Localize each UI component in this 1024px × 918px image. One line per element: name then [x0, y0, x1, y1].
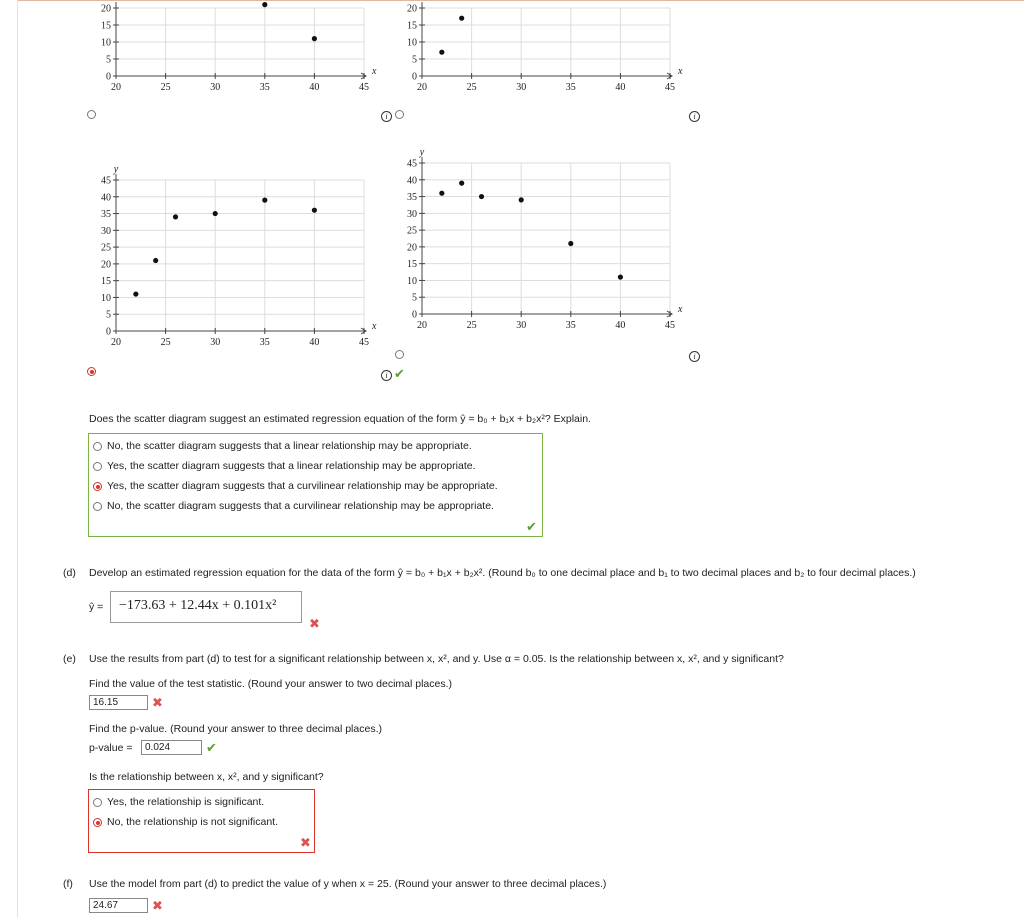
pvalue-label: p-value = [89, 742, 133, 754]
part-e-label: (e) [63, 653, 76, 665]
x-tick-label: 20 [111, 337, 121, 348]
wrong-cross-icon: ✖ [309, 616, 320, 631]
correct-check-icon: ✔ [206, 740, 217, 755]
part-f-question: Use the model from part (d) to predict the value of y when x = 25. (Round your answer to three decimal places.) [89, 878, 607, 890]
significant-yes-radio[interactable] [93, 798, 102, 807]
y-axis-label: y [419, 147, 425, 158]
part-c-question: Does the scatter diagram suggest an estimated regression equation of the form ŷ = b₀ + b₁x + b₂x²? Explain. [89, 413, 591, 425]
y-tick-label: 40 [407, 175, 417, 187]
part-c-option-3-label: Yes, the scatter diagram suggests that a curvilinear relationship may be appropriate. [107, 480, 498, 492]
plot-option-4-radio[interactable] [395, 350, 404, 359]
significance-answer-box [88, 789, 315, 853]
x-tick-label: 45 [665, 320, 675, 331]
plot-option-3-radio[interactable] [87, 367, 96, 376]
significant-no-radio[interactable] [93, 818, 102, 827]
wrong-cross-icon: ✖ [152, 695, 163, 710]
part-e-question: Use the results from part (d) to test for a significant relationship between x, x², and y. Use α = 0.05. Is the relationship between x, x², and y significant? [89, 653, 784, 665]
data-point [459, 16, 464, 21]
scatter-plot-option-2 [366, 0, 696, 100]
x-tick-label: 40 [615, 320, 626, 331]
x-tick-label: 35 [565, 82, 576, 93]
x-axis-label: x [678, 66, 683, 77]
data-point [459, 181, 464, 186]
x-tick-label: 45 [665, 82, 675, 93]
correct-check-icon: ✔ [526, 519, 537, 534]
x-axis-label: x [372, 321, 377, 332]
wrong-cross-icon: ✖ [152, 898, 163, 913]
x-tick-label: 40 [615, 82, 626, 93]
data-point [262, 198, 267, 203]
y-tick-label: 0 [412, 309, 417, 321]
y-tick-label: 25 [407, 225, 417, 237]
test-statistic-input[interactable]: 16.15 [89, 695, 148, 710]
data-point [213, 211, 218, 216]
y-tick-label: 20 [101, 259, 111, 271]
scatter-plot-option-3 [60, 160, 390, 360]
y-tick-label: 0 [106, 71, 111, 83]
y-tick-label: 20 [407, 3, 417, 15]
y-tick-label: 10 [101, 37, 111, 49]
info-icon[interactable]: i [689, 351, 700, 362]
part-f-label: (f) [63, 878, 73, 890]
y-tick-label: 30 [407, 208, 417, 220]
significant-yes-label: Yes, the relationship is significant. [107, 796, 265, 808]
y-tick-label: 0 [106, 326, 111, 338]
x-tick-label: 20 [417, 320, 427, 331]
info-icon[interactable]: i [381, 111, 392, 122]
pvalue-input[interactable]: 0.024 [141, 740, 202, 755]
data-point [262, 2, 267, 7]
data-point [439, 50, 444, 55]
y-tick-label: 40 [101, 192, 111, 204]
part-c-option-1-label: No, the scatter diagram suggests that a linear relationship may be appropriate. [107, 440, 472, 452]
data-point [312, 208, 317, 213]
pvalue-prompt: Find the p-value. (Round your answer to three decimal places.) [89, 723, 382, 735]
y-tick-label: 5 [412, 292, 417, 304]
x-tick-label: 45 [359, 82, 369, 93]
y-tick-label: 25 [101, 242, 111, 254]
x-axis-label: x [678, 304, 683, 315]
y-tick-label: 10 [407, 275, 417, 287]
y-tick-label: 15 [101, 276, 111, 288]
y-tick-label: 15 [407, 20, 417, 32]
left-rule [17, 0, 18, 918]
plot-option-1-radio[interactable] [87, 110, 96, 119]
y-tick-label: 20 [407, 242, 417, 254]
y-tick-label: 10 [407, 37, 417, 49]
significance-prompt: Is the relationship between x, x², and y significant? [89, 771, 324, 783]
test-statistic-prompt: Find the value of the test statistic. (Round your answer to two decimal places.) [89, 678, 453, 690]
data-point [312, 36, 317, 41]
part-c-option-4-label: No, the scatter diagram suggests that a curvilinear relationship may be appropriate. [107, 500, 494, 512]
x-axis-label: x [372, 66, 377, 77]
y-tick-label: 45 [407, 158, 417, 170]
x-tick-label: 25 [160, 337, 171, 348]
x-tick-label: 35 [259, 82, 270, 93]
y-tick-label: 15 [101, 20, 111, 32]
part-c-option-4-radio[interactable] [93, 502, 102, 511]
x-tick-label: 40 [309, 337, 320, 348]
y-tick-label: 0 [412, 71, 417, 83]
x-tick-label: 25 [466, 320, 477, 331]
data-point [568, 241, 573, 246]
y-tick-label: 30 [101, 225, 111, 237]
part-c-option-2-radio[interactable] [93, 462, 102, 471]
correct-check-icon: ✔ [394, 366, 405, 381]
scatter-plot-option-4 [366, 140, 696, 340]
x-tick-label: 45 [359, 337, 369, 348]
x-tick-label: 30 [210, 82, 221, 93]
y-tick-label: 45 [101, 175, 111, 187]
plot-option-2-radio[interactable] [395, 110, 404, 119]
part-c-option-1-radio[interactable] [93, 442, 102, 451]
regression-equation-answer[interactable]: −173.63 + 12.44x + 0.101x² [110, 591, 302, 623]
x-tick-label: 30 [516, 320, 527, 331]
data-point [173, 214, 178, 219]
part-c-option-3-radio[interactable] [93, 482, 102, 491]
x-tick-label: 25 [160, 82, 171, 93]
data-point [618, 274, 623, 279]
y-tick-label: 15 [407, 259, 417, 271]
part-c-option-2-label: Yes, the scatter diagram suggests that a linear relationship may be appropriate. [107, 460, 476, 472]
y-tick-label: 35 [407, 192, 417, 204]
y-axis-label: y [113, 164, 119, 175]
y-tick-label: 35 [101, 209, 111, 221]
x-tick-label: 20 [417, 82, 427, 93]
x-tick-label: 25 [466, 82, 477, 93]
x-tick-label: 20 [111, 82, 121, 93]
part-c-answer-box [88, 433, 543, 537]
x-tick-label: 40 [309, 82, 320, 93]
x-tick-label: 30 [516, 82, 527, 93]
data-point [519, 197, 524, 202]
data-point [153, 258, 158, 263]
part-d-label: (d) [63, 567, 76, 579]
data-point [439, 191, 444, 196]
x-tick-label: 35 [565, 320, 576, 331]
y-tick-label: 10 [101, 292, 111, 304]
data-point [479, 194, 484, 199]
y-tick-label: 5 [106, 309, 111, 321]
y-tick-label: 5 [412, 54, 417, 66]
info-icon[interactable]: i [689, 111, 700, 122]
part-d-question: Develop an estimated regression equation for the data of the form ŷ = b₀ + b₁x + b₂x². (Round b₀ to one decimal place and b₁ to two decimal places and b₂ to four decimal places.) [89, 567, 916, 579]
x-tick-label: 30 [210, 337, 221, 348]
x-tick-label: 35 [259, 337, 270, 348]
yhat-label: ŷ = [89, 601, 104, 613]
significant-no-label: No, the relationship is not significant. [107, 816, 279, 828]
info-icon[interactable]: i [381, 370, 392, 381]
scatter-plot-option-1 [60, 0, 390, 100]
y-tick-label: 20 [101, 3, 111, 15]
y-tick-label: 5 [106, 54, 111, 66]
data-point [133, 291, 138, 296]
wrong-cross-icon: ✖ [300, 835, 311, 850]
prediction-input[interactable]: 24.67 [89, 898, 148, 913]
